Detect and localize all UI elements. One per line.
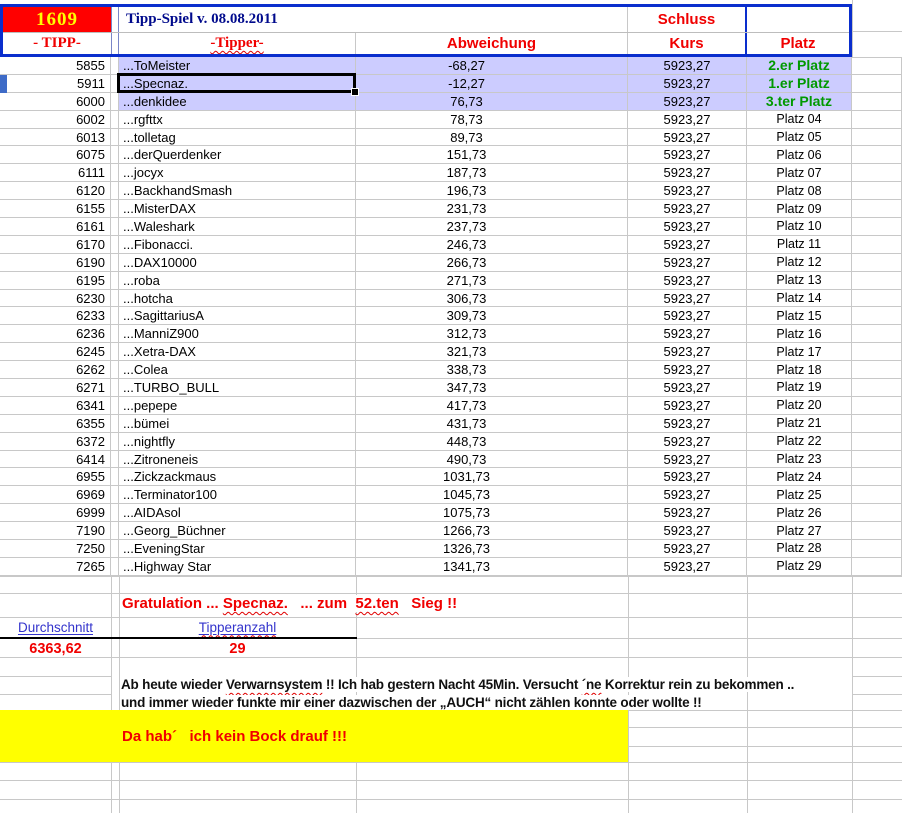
cell-empty[interactable] <box>852 272 902 289</box>
table-row <box>0 558 902 576</box>
cell-gap[interactable] <box>111 325 119 342</box>
cell-abweichung[interactable]: 237,73 <box>356 218 628 235</box>
cell-abweichung[interactable]: 1326,73 <box>356 540 628 557</box>
cell-kurs[interactable]: 5923,27 <box>628 93 747 110</box>
cell-empty[interactable] <box>852 379 902 396</box>
cell-gap[interactable] <box>111 254 119 271</box>
message-part: Ab heute wieder <box>121 677 226 692</box>
empty-header-cell[interactable] <box>747 7 849 32</box>
cell-empty[interactable] <box>852 290 902 307</box>
cell-platz[interactable]: 1.er Platz <box>747 75 852 92</box>
col-header-tipper[interactable] <box>119 33 356 54</box>
table-row <box>0 75 902 93</box>
col-header-tipp[interactable]: - TIPP- <box>33 35 81 51</box>
cell-gap[interactable] <box>111 200 119 217</box>
gridline-h <box>0 762 902 763</box>
cell-empty[interactable] <box>852 397 902 414</box>
cell-abweichung[interactable]: 187,73 <box>356 164 628 181</box>
cell-gap[interactable] <box>111 397 119 414</box>
cell-abweichung[interactable]: -12,27 <box>356 75 628 92</box>
cell-gap[interactable] <box>111 75 119 92</box>
table-row <box>0 93 902 111</box>
gratulation-winner-name: Specnaz. <box>222 595 288 612</box>
cell-tipper[interactable]: ...ManniZ900 <box>119 325 356 342</box>
cell-abweichung[interactable]: 312,73 <box>356 325 628 342</box>
cell-tipp[interactable]: 6355 <box>0 415 111 432</box>
warning-message-line2[interactable]: und immer wieder funkte mir einer dazwischen der „AUCH“ nicht zählen konnte oder wollte !! <box>121 695 702 710</box>
cell-tipper[interactable]: ...roba <box>119 272 356 289</box>
cell-tipp[interactable]: 6075 <box>0 146 111 163</box>
cell-abweichung[interactable]: 1341,73 <box>356 558 628 575</box>
cell-gap[interactable] <box>111 433 119 450</box>
cell-platz[interactable]: Platz 20 <box>747 397 852 414</box>
table-row <box>0 379 902 397</box>
cell-kurs[interactable]: 5923,27 <box>628 397 747 414</box>
cell-abweichung[interactable]: 431,73 <box>356 415 628 432</box>
gridline-h <box>0 576 902 577</box>
table-row <box>0 164 902 182</box>
cell-tipp[interactable]: 6262 <box>0 361 111 378</box>
gratulation-part: Sieg !! <box>398 595 458 612</box>
cell-tipper[interactable]: ...jocyx <box>119 164 356 181</box>
cell-abweichung[interactable]: -68,27 <box>356 57 628 74</box>
cell-tipp[interactable]: 6236 <box>0 325 111 342</box>
cell-gap[interactable] <box>111 504 119 521</box>
table-row <box>0 254 902 272</box>
gridline-v <box>747 576 748 813</box>
cell-tipp[interactable]: 6195 <box>0 272 111 289</box>
gratulation-message[interactable] <box>122 595 457 612</box>
table-row <box>0 522 902 540</box>
cell-tipper[interactable]: ...DAX10000 <box>119 254 356 271</box>
cell-tipper[interactable]: ...TURBO_BULL <box>119 379 356 396</box>
gratulation-part: Gratulation ... <box>122 595 223 612</box>
cell-abweichung[interactable]: 1031,73 <box>356 468 628 485</box>
cell-abweichung[interactable]: 321,73 <box>356 343 628 360</box>
cell-tipper[interactable]: ...tolletag <box>119 129 356 146</box>
cell-platz[interactable]: Platz 16 <box>747 325 852 342</box>
tipperanzahl-label-cell[interactable] <box>119 618 356 637</box>
cell-kurs[interactable]: 5923,27 <box>628 415 747 432</box>
cell-empty[interactable] <box>852 325 902 342</box>
durchschnitt-value-cell[interactable]: 6363,62 <box>29 641 82 657</box>
cell-tipper[interactable]: ...EveningStar <box>119 540 356 557</box>
cell-tipp[interactable]: 6955 <box>0 468 111 485</box>
cell-gap[interactable] <box>111 57 119 74</box>
table-row <box>0 415 902 433</box>
cell-empty[interactable] <box>852 522 902 539</box>
cell-gap[interactable] <box>111 164 119 181</box>
cell-kurs[interactable]: 5923,27 <box>628 325 747 342</box>
cell-tipper[interactable]: ...Specnaz. <box>119 75 356 92</box>
cell-tipper[interactable]: ...pepepe <box>119 397 356 414</box>
table-row <box>0 146 902 164</box>
cell-platz[interactable]: Platz 21 <box>747 415 852 432</box>
cell-tipper[interactable]: ...BackhandSmash <box>119 182 356 199</box>
cell-empty[interactable] <box>852 111 902 128</box>
cell-tipp[interactable]: 6414 <box>0 451 111 468</box>
cell-abweichung[interactable]: 448,73 <box>356 433 628 450</box>
cell-kurs[interactable]: 5923,27 <box>628 451 747 468</box>
cell-platz[interactable]: Platz 15 <box>747 307 852 324</box>
cell-platz[interactable]: Platz 13 <box>747 272 852 289</box>
gratulation-part: ... zum <box>287 595 356 612</box>
col-header-kurs[interactable]: Kurs <box>628 33 747 54</box>
cell-kurs[interactable]: 5923,27 <box>628 504 747 521</box>
cell-tipper[interactable]: ...Waleshark <box>119 218 356 235</box>
gridline-h <box>628 727 902 728</box>
cell-platz[interactable]: Platz 04 <box>747 111 852 128</box>
gridline-h <box>852 694 902 695</box>
cell-kurs[interactable]: 5923,27 <box>628 558 747 575</box>
cell-tipper[interactable]: ...AIDAsol <box>119 504 356 521</box>
cell-tipper[interactable]: ...hotcha <box>119 290 356 307</box>
gratulation-win-count: 52.ten <box>355 595 399 612</box>
cell-tipper[interactable]: ...Zickzackmaus <box>119 468 356 485</box>
cell-tipp[interactable]: 6111 <box>0 164 111 181</box>
cell-kurs[interactable]: 5923,27 <box>628 182 747 199</box>
cell-gap[interactable] <box>111 129 119 146</box>
gridline-h <box>852 676 902 677</box>
cell-tipp[interactable]: 6120 <box>0 182 111 199</box>
cell-abweichung[interactable]: 89,73 <box>356 129 628 146</box>
cell-kurs[interactable]: 5923,27 <box>628 75 747 92</box>
bock-message[interactable]: Da hab´ ich kein Bock drauf !!! <box>122 728 348 745</box>
cell-platz[interactable]: Platz 24 <box>747 468 852 485</box>
table-row <box>0 343 902 361</box>
cell-gap[interactable] <box>111 451 119 468</box>
gridline-h <box>0 694 111 695</box>
cell-abweichung[interactable]: 306,73 <box>356 290 628 307</box>
cell-kurs[interactable]: 5923,27 <box>628 379 747 396</box>
cell-gap[interactable] <box>111 379 119 396</box>
cell-gap[interactable] <box>111 307 119 324</box>
cell-empty[interactable] <box>852 57 902 74</box>
cell-empty[interactable] <box>852 200 902 217</box>
cell-empty[interactable] <box>852 451 902 468</box>
tipperanzahl-value-cell[interactable]: 29 <box>229 641 246 657</box>
gridline-h <box>0 799 902 800</box>
cell-empty[interactable] <box>852 236 902 253</box>
message-part: !! Ich hab gestern Nacht 45Min. Versucht <box>322 677 582 692</box>
cell-tipp[interactable]: 6000 <box>0 93 111 110</box>
cell-gap[interactable] <box>111 361 119 378</box>
message-part: Korrektur rein zu bekommen .. <box>601 677 795 692</box>
cell-empty[interactable] <box>852 182 902 199</box>
cell-tipp[interactable]: 7190 <box>0 522 111 539</box>
cell-gap[interactable] <box>111 540 119 557</box>
cell-empty[interactable] <box>852 343 902 360</box>
cell-platz[interactable]: Platz 05 <box>747 129 852 146</box>
cell-tipper[interactable]: ...Fibonacci. <box>119 236 356 253</box>
cell-tipp[interactable]: 6230 <box>0 290 111 307</box>
cell-tipper[interactable]: ...derQuerdenker <box>119 146 356 163</box>
cell-platz[interactable]: Platz 11 <box>747 236 852 253</box>
cell-empty[interactable] <box>852 254 902 271</box>
cell-tipp[interactable]: 6233 <box>0 307 111 324</box>
cell-platz[interactable]: 3.ter Platz <box>747 93 852 110</box>
cell-kurs[interactable]: 5923,27 <box>628 146 747 163</box>
table-row <box>0 361 902 379</box>
cell-kurs[interactable]: 5923,27 <box>628 468 747 485</box>
cell-kurs[interactable]: 5923,27 <box>628 361 747 378</box>
table-row <box>0 218 902 236</box>
cell-abweichung[interactable]: 151,73 <box>356 146 628 163</box>
cell-platz[interactable]: Platz 19 <box>747 379 852 396</box>
cell-empty[interactable] <box>852 504 902 521</box>
cell-empty[interactable] <box>852 558 902 575</box>
cell-abweichung[interactable]: 78,73 <box>356 111 628 128</box>
cell-gap[interactable] <box>111 111 119 128</box>
schluss-header-cell[interactable]: Schluss <box>628 7 747 32</box>
gridline-v <box>111 576 112 813</box>
cell-empty[interactable] <box>852 218 902 235</box>
gridline-h <box>852 31 902 32</box>
cell-tipp[interactable]: 6245 <box>0 343 111 360</box>
cell-abweichung[interactable]: 246,73 <box>356 236 628 253</box>
cell-kurs[interactable]: 5923,27 <box>628 164 747 181</box>
table-row <box>0 433 902 451</box>
cell-empty[interactable] <box>852 540 902 557</box>
sheet-title-cell[interactable]: Tipp-Spiel v. 08.08.2011 <box>119 7 628 32</box>
cell-tipp[interactable]: 6013 <box>0 129 111 146</box>
cell-kurs[interactable]: 5923,27 <box>628 486 747 503</box>
cell-kurs[interactable]: 5923,27 <box>628 540 747 557</box>
cell-tipper[interactable]: ...Highway Star <box>119 558 356 575</box>
cell-platz[interactable]: Platz 08 <box>747 182 852 199</box>
header-box <box>0 4 852 57</box>
cell-abweichung[interactable]: 309,73 <box>356 307 628 324</box>
cell-kurs[interactable]: 5923,27 <box>628 307 747 324</box>
cell-gap[interactable] <box>111 468 119 485</box>
cell-platz[interactable]: Platz 17 <box>747 343 852 360</box>
cell-abweichung[interactable]: 231,73 <box>356 200 628 217</box>
table-row <box>0 200 902 218</box>
table-row <box>0 182 902 200</box>
cell-platz[interactable]: Platz 07 <box>747 164 852 181</box>
cell-kurs[interactable]: 5923,27 <box>628 290 747 307</box>
cell-tipp[interactable]: 6161 <box>0 218 111 235</box>
cell-abweichung[interactable]: 338,73 <box>356 361 628 378</box>
cell-gap[interactable] <box>111 558 119 575</box>
cell-tipp[interactable]: 6372 <box>0 433 111 450</box>
cell-abweichung[interactable]: 347,73 <box>356 379 628 396</box>
table-row <box>0 307 902 325</box>
cell-kurs[interactable]: 5923,27 <box>628 254 747 271</box>
cell-tipp[interactable]: 5855 <box>0 57 111 74</box>
cell-platz[interactable]: Platz 27 <box>747 522 852 539</box>
table-row <box>0 540 902 558</box>
cell-tipper[interactable]: ...nightfly <box>119 433 356 450</box>
cell-empty[interactable] <box>852 129 902 146</box>
gridline-h <box>357 638 902 639</box>
cell-empty[interactable] <box>852 433 902 450</box>
cell-platz[interactable]: Platz 22 <box>747 433 852 450</box>
cell-empty[interactable] <box>852 486 902 503</box>
message-word-ne: ´ne <box>581 677 602 692</box>
col-header-tipper-text: -Tipper- <box>210 35 264 51</box>
table-row <box>0 272 902 290</box>
cell-empty[interactable] <box>852 164 902 181</box>
spacer-cell[interactable] <box>111 33 119 54</box>
cell-abweichung[interactable]: 1266,73 <box>356 522 628 539</box>
cell-gap[interactable] <box>111 272 119 289</box>
cell-tipp[interactable]: 6999 <box>0 504 111 521</box>
cell-tipp[interactable]: 7265 <box>0 558 111 575</box>
cell-gap[interactable] <box>111 290 119 307</box>
game-number-cell[interactable]: 1609 <box>3 7 111 32</box>
table-row <box>0 111 902 129</box>
data-rows <box>0 57 902 576</box>
cell-abweichung[interactable]: 417,73 <box>356 397 628 414</box>
gridline-h <box>0 676 111 677</box>
cell-tipp[interactable]: 6271 <box>0 379 111 396</box>
cell-gap[interactable] <box>111 182 119 199</box>
cell-tipper[interactable]: ...Zitroneneis <box>119 451 356 468</box>
summary-underline <box>0 637 357 639</box>
durchschnitt-label-text: Durchschnitt <box>17 620 94 635</box>
cell-gap[interactable] <box>111 486 119 503</box>
gridline-h <box>0 593 902 594</box>
cell-tipp[interactable]: 6969 <box>0 486 111 503</box>
cell-platz[interactable]: Platz 28 <box>747 540 852 557</box>
cell-empty[interactable] <box>852 361 902 378</box>
cell-kurs[interactable]: 5923,27 <box>628 57 747 74</box>
cell-platz[interactable]: Platz 29 <box>747 558 852 575</box>
cell-platz[interactable]: Platz 25 <box>747 486 852 503</box>
cell-gap[interactable] <box>111 218 119 235</box>
cell-tipp[interactable]: 6190 <box>0 254 111 271</box>
cell-tipp[interactable]: 6170 <box>0 236 111 253</box>
warning-message-line1[interactable] <box>121 677 794 692</box>
cell-empty[interactable] <box>852 75 902 92</box>
cell-abweichung[interactable]: 271,73 <box>356 272 628 289</box>
cell-platz[interactable]: Platz 18 <box>747 361 852 378</box>
cell-abweichung[interactable]: 196,73 <box>356 182 628 199</box>
cell-empty[interactable] <box>852 93 902 110</box>
col-header-abweichung[interactable]: Abweichung <box>356 33 628 54</box>
gridline-v <box>119 576 120 813</box>
cell-tipper[interactable]: ...MisterDAX <box>119 200 356 217</box>
cell-empty[interactable] <box>852 415 902 432</box>
tipperanzahl-squiggle <box>199 619 277 637</box>
cell-platz[interactable]: Platz 10 <box>747 218 852 235</box>
cell-kurs[interactable]: 5923,27 <box>628 129 747 146</box>
cell-platz[interactable]: Platz 09 <box>747 200 852 217</box>
tipperanzahl-label-text: Tipperanzahl <box>198 619 277 635</box>
cell-tipper[interactable]: ...Terminator100 <box>119 486 356 503</box>
table-row <box>0 325 902 343</box>
cell-gap[interactable] <box>111 343 119 360</box>
table-row <box>0 397 902 415</box>
table-row <box>0 486 902 504</box>
cell-empty[interactable] <box>852 307 902 324</box>
cell-kurs[interactable]: 5923,27 <box>628 272 747 289</box>
table-row <box>0 129 902 147</box>
durchschnitt-label-cell[interactable] <box>0 618 111 637</box>
cell-abweichung[interactable]: 490,73 <box>356 451 628 468</box>
cell-tipp[interactable]: 5911 <box>0 75 111 92</box>
cell-kurs[interactable]: 5923,27 <box>628 433 747 450</box>
cell-platz[interactable]: Platz 12 <box>747 254 852 271</box>
cell-platz[interactable]: Platz 14 <box>747 290 852 307</box>
cell-gap[interactable] <box>111 146 119 163</box>
table-row <box>0 451 902 469</box>
cell-kurs[interactable]: 5923,27 <box>628 218 747 235</box>
gridline-h <box>0 780 902 781</box>
cell-abweichung[interactable]: 266,73 <box>356 254 628 271</box>
cell-tipper[interactable]: ...SagittariusA <box>119 307 356 324</box>
cell-tipper[interactable]: ...rgfttx <box>119 111 356 128</box>
cell-tipp[interactable]: 6341 <box>0 397 111 414</box>
cell-tipp[interactable]: 7250 <box>0 540 111 557</box>
cell-kurs[interactable]: 5923,27 <box>628 200 747 217</box>
table-row <box>0 504 902 522</box>
cell-tipper[interactable]: ...Georg_Büchner <box>119 522 356 539</box>
table-row <box>0 236 902 254</box>
col-header-platz[interactable]: Platz <box>780 35 816 52</box>
cell-abweichung[interactable]: 76,73 <box>356 93 628 110</box>
cell-kurs[interactable]: 5923,27 <box>628 343 747 360</box>
cell-gap[interactable] <box>111 522 119 539</box>
cell-kurs[interactable]: 5923,27 <box>628 522 747 539</box>
cell-tipp[interactable]: 6155 <box>0 200 111 217</box>
cell-platz[interactable]: Platz 26 <box>747 504 852 521</box>
cell-abweichung[interactable]: 1075,73 <box>356 504 628 521</box>
cell-gap[interactable] <box>111 236 119 253</box>
cell-tipper[interactable]: ...bümei <box>119 415 356 432</box>
cell-tipper[interactable]: ...Xetra-DAX <box>119 343 356 360</box>
cell-platz[interactable]: Platz 06 <box>747 146 852 163</box>
selection-row-indicator <box>0 75 7 93</box>
cell-tipper[interactable]: ...ToMeister <box>119 57 356 74</box>
cell-gap[interactable] <box>111 93 119 110</box>
table-row <box>0 468 902 486</box>
gridline-h <box>628 746 902 747</box>
cell-tipper[interactable]: ...Colea <box>119 361 356 378</box>
cell-tipp[interactable]: 6002 <box>0 111 111 128</box>
cell-empty[interactable] <box>852 468 902 485</box>
spacer-cell[interactable] <box>111 7 119 32</box>
cell-gap[interactable] <box>111 415 119 432</box>
cell-abweichung[interactable]: 1045,73 <box>356 486 628 503</box>
gridline-h <box>852 57 902 58</box>
cell-empty[interactable] <box>852 146 902 163</box>
cell-platz[interactable]: 2.er Platz <box>747 57 852 74</box>
cell-tipper[interactable]: ...denkidee <box>119 93 356 110</box>
message-word-verwarnsystem: Verwarnsystem <box>225 677 323 692</box>
cell-platz[interactable]: Platz 23 <box>747 451 852 468</box>
table-row <box>0 57 902 75</box>
table-row <box>0 290 902 308</box>
cell-kurs[interactable]: 5923,27 <box>628 236 747 253</box>
cell-kurs[interactable]: 5923,27 <box>628 111 747 128</box>
